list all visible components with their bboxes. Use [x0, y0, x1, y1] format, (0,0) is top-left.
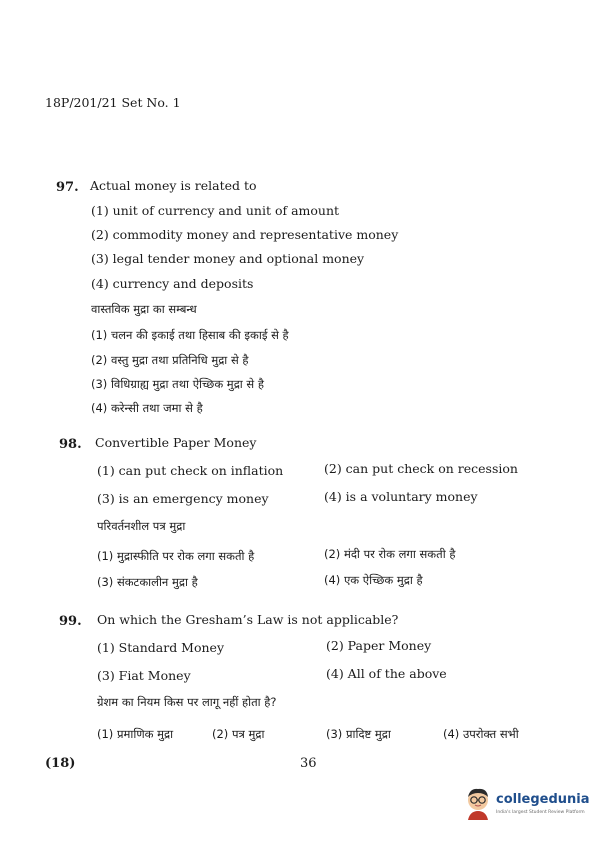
question-text-en: Convertible Paper Money: [95, 435, 257, 450]
option-en: (1) unit of currency and unit of amount: [91, 203, 340, 218]
option-hi: (1) मुद्रास्फीति पर रोक लगा सकती है: [97, 549, 255, 563]
page-number: 36: [300, 756, 317, 771]
option-en: (4) is a voluntary money: [324, 489, 478, 504]
question-text-en: On which the Gresham’s Law is not applicable?: [97, 612, 399, 627]
option-hi: (2) मंदी पर रोक लगा सकती है: [324, 547, 456, 561]
brand-name: collegedunia: [496, 792, 590, 807]
option-en: (1) can put check on inflation: [97, 463, 284, 478]
option-en: (4) currency and deposits: [91, 276, 254, 291]
option-hi: (4) एक ऐच्छिक मुद्रा है: [324, 573, 423, 587]
option-hi: (1) चलन की इकाई तथा हिसाब की इकाई से है: [91, 328, 289, 342]
option-hi: (4) उपरोक्त सभी: [443, 727, 519, 741]
option-hi: (4) करेन्सी तथा जमा से है: [91, 401, 203, 415]
option-en: (2) commodity money and representative money: [91, 227, 399, 242]
option-hi: (3) संकटकालीन मुद्रा है: [97, 575, 198, 589]
question-text-hi: वास्तविक मुद्रा का सम्बन्ध: [91, 302, 197, 316]
question-number: 98.: [59, 437, 82, 452]
option-en: (4) All of the above: [326, 666, 447, 681]
brand-watermark: [462, 786, 592, 826]
option-en: (1) Standard Money: [97, 640, 225, 655]
option-hi: (3) विधिग्राह्य मुद्रा तथा ऐच्छिक मुद्रा से है: [91, 377, 264, 391]
mascot-logo-icon: [462, 786, 494, 822]
question-text-hi: ग्रेशम का नियम किस पर लागू नहीं होता है?: [97, 695, 277, 709]
option-en: (2) can put check on recession: [324, 461, 518, 476]
question-text-hi: परिवर्तनशील पत्र मुद्रा: [97, 519, 186, 533]
option-hi: (3) प्रादिष्ट मुद्रा: [326, 727, 391, 741]
brand-tagline: India's largest Student Review Platform: [496, 810, 585, 815]
option-en: (3) is an emergency money: [97, 491, 269, 506]
question-number: 99.: [59, 614, 82, 629]
option-en: (2) Paper Money: [326, 638, 432, 653]
option-hi: (2) वस्तु मुद्रा तथा प्रतिनिधि मुद्रा से है: [91, 353, 249, 367]
option-en: (3) Fiat Money: [97, 668, 191, 683]
booklet-code: (18): [45, 756, 76, 771]
set-number: 18P/201/21 Set No. 1: [45, 95, 181, 110]
question-text-en: Actual money is related to: [90, 178, 257, 193]
option-en: (3) legal tender money and optional money: [91, 251, 365, 266]
option-hi: (2) पत्र मुद्रा: [212, 727, 265, 741]
option-hi: (1) प्रमाणिक मुद्रा: [97, 727, 174, 741]
question-number: 97.: [56, 180, 79, 195]
